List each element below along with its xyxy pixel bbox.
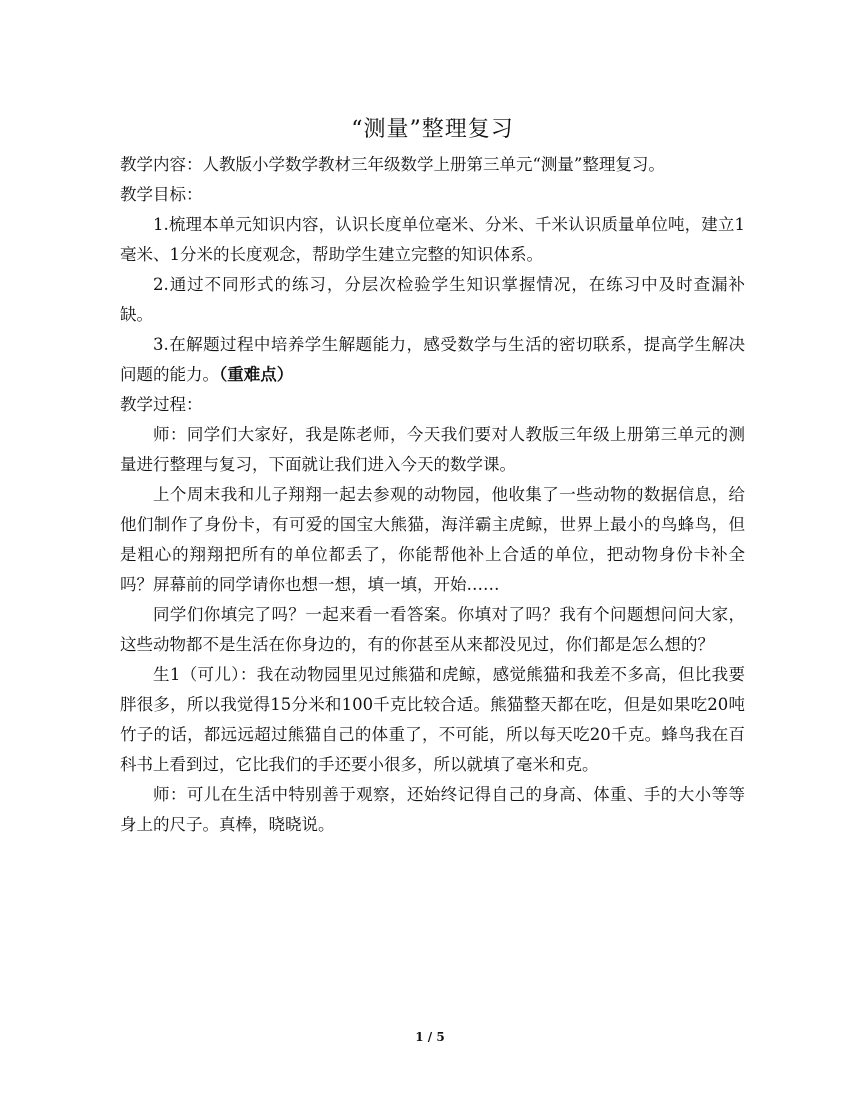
teaching-process-heading: 教学过程： — [120, 395, 203, 414]
goal-1: 1.梳理本单元知识内容，认识长度单位毫米、分米、千米认识质量单位吨，建立1毫米、1分米的长度观念，帮助学生建立完整的知识体系。 — [120, 215, 745, 264]
teaching-goals-heading: 教学目标： — [120, 185, 203, 204]
document-body — [120, 150, 745, 840]
process-paragraph-2: 上个周末我和儿子翔翔一起去参观的动物园，他收集了一些动物的数据信息，给他们制作了身份卡，有可爱的国宝大熊猫，海洋霸主虎鲸，世界上最小的鸟蜂鸟，但是粗心的翔翔把所有的单位都丢了，你能帮他补上合适的单位，把动物身份卡补全吗？屏幕前的同学请你也想一想，填一填，开始…… — [120, 485, 745, 594]
goal-3 — [120, 330, 745, 390]
process-paragraph-4: 生1（可儿）：我在动物园里见过熊猫和虎鲸，感觉熊猫和我差不多高，但比我要胖很多，所以我觉得15分米和100千克比较合适。熊猫整天都在吃，但是如果吃20吨竹子的话，都远远超过熊猫自己的体重了，不可能，所以每天吃20千克。蜂鸟我在百科书上看到过，它比我们的手还要小很多，所以就填了毫米和克。 — [120, 665, 745, 774]
process-paragraph-1: 师：同学们大家好，我是陈老师，今天我们要对人教版三年级上册第三单元的测量进行整理与复习，下面就让我们进入今天的数学课。 — [120, 425, 745, 474]
goal-3-text: 3.在解题过程中培养学生解题能力，感受数学与生活的密切联系，提高学生解决问题的能力。 — [120, 335, 745, 384]
page-number: 1 / 5 — [415, 1030, 445, 1044]
document-page — [120, 0, 745, 1113]
goal-2: 2.通过不同形式的练习，分层次检验学生知识掌握情况，在练习中及时查漏补缺。 — [120, 275, 745, 324]
goal-3-key-point: （重难点） — [219, 365, 294, 384]
process-paragraph-3: 同学们你填完了吗？一起来看一看答案。你填对了吗？我有个问题想问问大家，这些动物都不是生活在你身边的，有的你甚至从来都没见过，你们都是怎么想的？ — [120, 605, 745, 654]
teaching-content: 教学内容：人教版小学数学教材三年级数学上册第三单元“测量”整理复习。 — [120, 155, 665, 174]
process-paragraph-5: 师：可儿在生活中特别善于观察，还始终记得自己的身高、体重、手的大小等等身上的尺子。真棒，晓晓说。 — [120, 785, 745, 834]
document-title: “测量”整理复习 — [351, 117, 514, 142]
